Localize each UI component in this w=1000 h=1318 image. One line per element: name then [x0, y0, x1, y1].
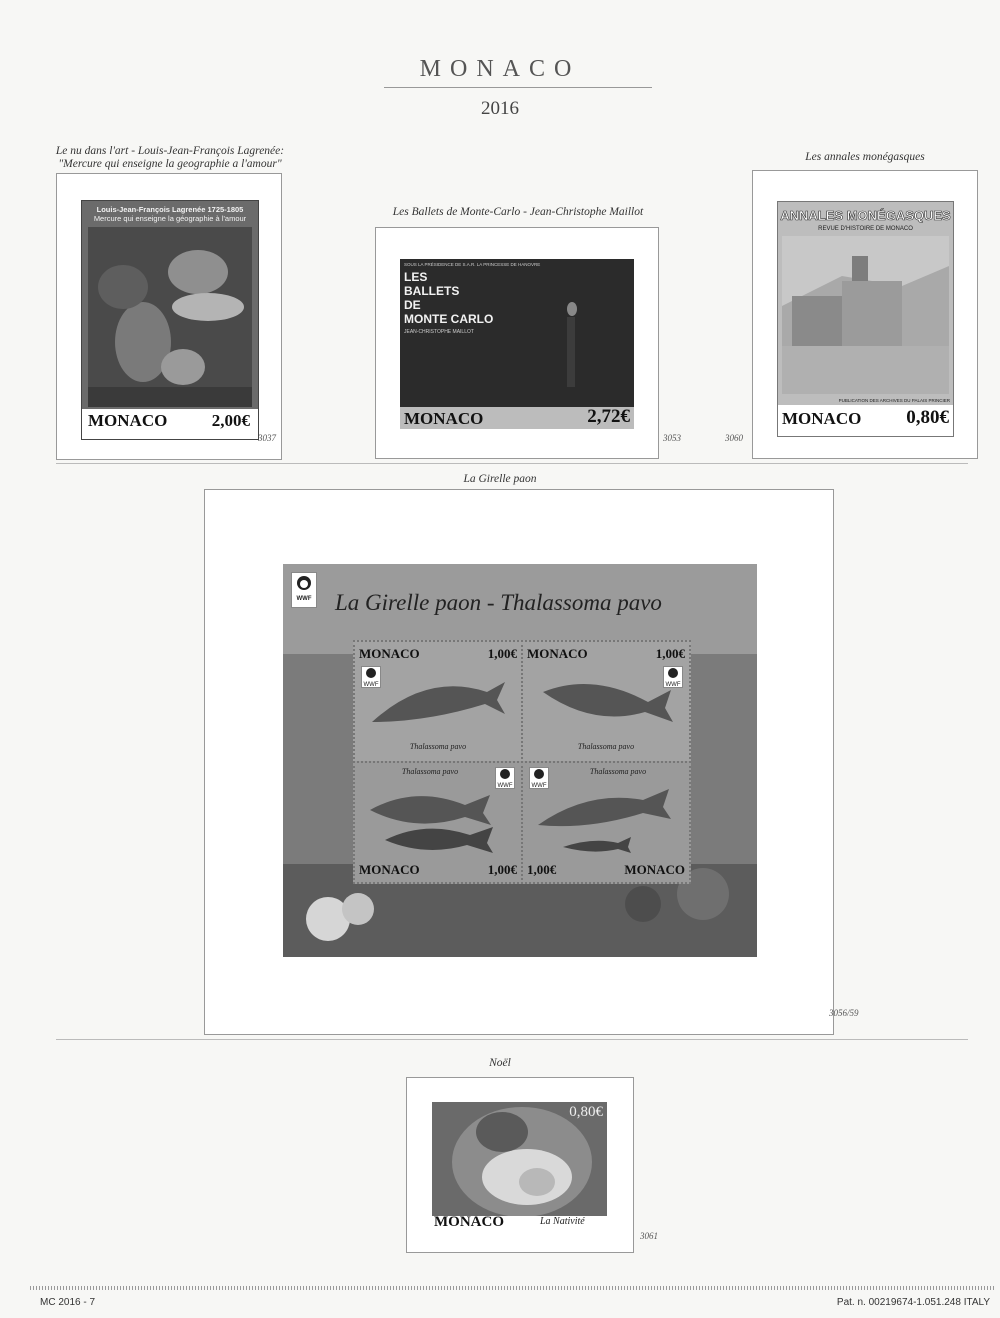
- stamp-2-value: 2,72€: [587, 406, 630, 427]
- sheet-mount: [204, 489, 834, 1035]
- noel-country: MONACO: [434, 1214, 504, 1230]
- sheet-caption: La Girelle paon: [463, 473, 537, 485]
- stamp-1-caption-line-1: Le nu dans l'art - Louis-Jean-François Lagrenée:: [55, 145, 285, 157]
- footer-left: MC 2016 - 7: [40, 1297, 96, 1308]
- noel-mount: [406, 1077, 634, 1253]
- sheet-stamp-4-value: 1,00€: [527, 862, 557, 877]
- stamp-2-dancer: [550, 289, 590, 399]
- stamp-2-title-line: BALLETS: [404, 284, 460, 298]
- row-separator: [56, 1039, 968, 1040]
- stamp-3-subheader: REVUE D'HISTOIRE DE MONACO: [818, 226, 913, 232]
- wwf-label: WWF: [296, 596, 312, 602]
- stamp-1-value: 2,00€: [211, 411, 250, 430]
- wwf-label: WWF: [363, 682, 379, 688]
- stamp-1-number: 3037: [258, 433, 276, 443]
- stamp-1-country: MONACO: [88, 411, 168, 430]
- stamp-2-subtitle: JEAN-CHRISTOPHE MAILLOT: [404, 329, 474, 335]
- stamp-2-title: [404, 270, 493, 326]
- sheet-title: La Girelle paon - Thalassoma pavo: [335, 590, 662, 615]
- stamp-2[interactable]: [400, 259, 634, 429]
- fish-icon: [365, 785, 511, 855]
- stamp-3-country: MONACO: [782, 409, 862, 428]
- stamp-1-painting: [88, 227, 252, 407]
- stamp-1-caption: [40, 145, 300, 171]
- sheet-stamp-3[interactable]: [353, 761, 523, 884]
- stamp-3-mount: [752, 170, 978, 459]
- stamp-2-number: 3053: [663, 433, 681, 443]
- sheet-stamp-4-species: Thalassoma pavo: [589, 767, 647, 776]
- wwf-label: WWF: [497, 783, 513, 789]
- stamp-3-number: 3060: [725, 433, 743, 443]
- fish-icon: [533, 785, 679, 855]
- sheet-stamp-4-country: MONACO: [624, 862, 685, 877]
- panda-icon: [291, 572, 317, 608]
- stamp-2-title-line: DE: [404, 298, 421, 312]
- stamp-3-header: ANNALES MONÉGASQUES: [780, 208, 951, 223]
- fish-icon: [367, 672, 507, 732]
- page-year: 2016: [481, 98, 519, 119]
- stamp-1-caption-line-2: "Mercure qui enseigne la geographie a l'amour": [58, 158, 282, 170]
- bottom-band: [30, 1286, 994, 1290]
- wwf-label: WWF: [665, 682, 681, 688]
- stamp-3-value: 0,80€: [906, 407, 949, 428]
- stamp-2-caption: Les Ballets de Monte-Carlo - Jean-Christophe Maillot: [392, 206, 644, 218]
- sheet-stamp-1[interactable]: [353, 640, 523, 763]
- stamp-2-title-line: LES: [404, 270, 428, 284]
- sheet-stamp-2-value: 1,00€: [655, 646, 685, 661]
- sheet-stamp-3-species: Thalassoma pavo: [401, 767, 459, 776]
- stamp-2-mount: [375, 227, 659, 459]
- stamp-1-header-line-1: Louis-Jean-François Lagrenée 1725-1805: [96, 205, 244, 214]
- sheet-stamp-2-country: MONACO: [527, 646, 588, 661]
- stamp-2-country: MONACO: [404, 409, 484, 428]
- stamp-1-header-line-2: Mercure qui enseigne la géographie à l'amour: [93, 214, 247, 223]
- stamp-3[interactable]: [777, 201, 954, 437]
- stamp-3-caption: Les annales monégasques: [805, 151, 925, 163]
- sheet-stamp-3-country: MONACO: [359, 862, 420, 877]
- row-separator: [56, 463, 968, 464]
- stamp-1-mount: [56, 173, 282, 460]
- noel-number: 3061: [640, 1231, 658, 1241]
- noel-caption: Noël: [489, 1057, 511, 1069]
- stamp-3-footer: PUBLICATION DES ARCHIVES DU PALAIS PRINCIER: [838, 398, 950, 403]
- page-title: MONACO: [419, 56, 581, 82]
- sheet-stamp-2-species: Thalassoma pavo: [577, 742, 635, 751]
- fish-icon: [533, 672, 673, 732]
- footer-right: Pat. n. 00219674-1.051.248 ITALY: [836, 1297, 990, 1308]
- stamp-3-castle: [782, 236, 949, 394]
- sheet-number: 3056/59: [829, 1008, 859, 1018]
- wwf-label: WWF: [531, 783, 547, 789]
- sheet-stamp-3-value: 1,00€: [487, 862, 517, 877]
- title-rule: [384, 87, 652, 88]
- stamp-2-title-line: MONTE CARLO: [404, 312, 494, 326]
- noel-value: 0,80€: [569, 1104, 603, 1120]
- noel-label: La Nativité: [540, 1216, 585, 1227]
- stamp-2-topline: SOUS LA PRÉSIDENCE DE S.A.R. LA PRINCESSE DE HANOVRE: [404, 262, 541, 267]
- sheet-stamp-1-value: 1,00€: [487, 646, 517, 661]
- noel-stamp[interactable]: [432, 1102, 607, 1230]
- sheet-stamp-1-species: Thalassoma pavo: [409, 742, 467, 751]
- sheet-stamp-2[interactable]: [521, 640, 691, 763]
- stamp-1[interactable]: [81, 200, 259, 440]
- souvenir-sheet[interactable]: [283, 564, 757, 957]
- sheet-stamp-1-country: MONACO: [359, 646, 420, 661]
- sheet-stamp-4[interactable]: [521, 761, 691, 884]
